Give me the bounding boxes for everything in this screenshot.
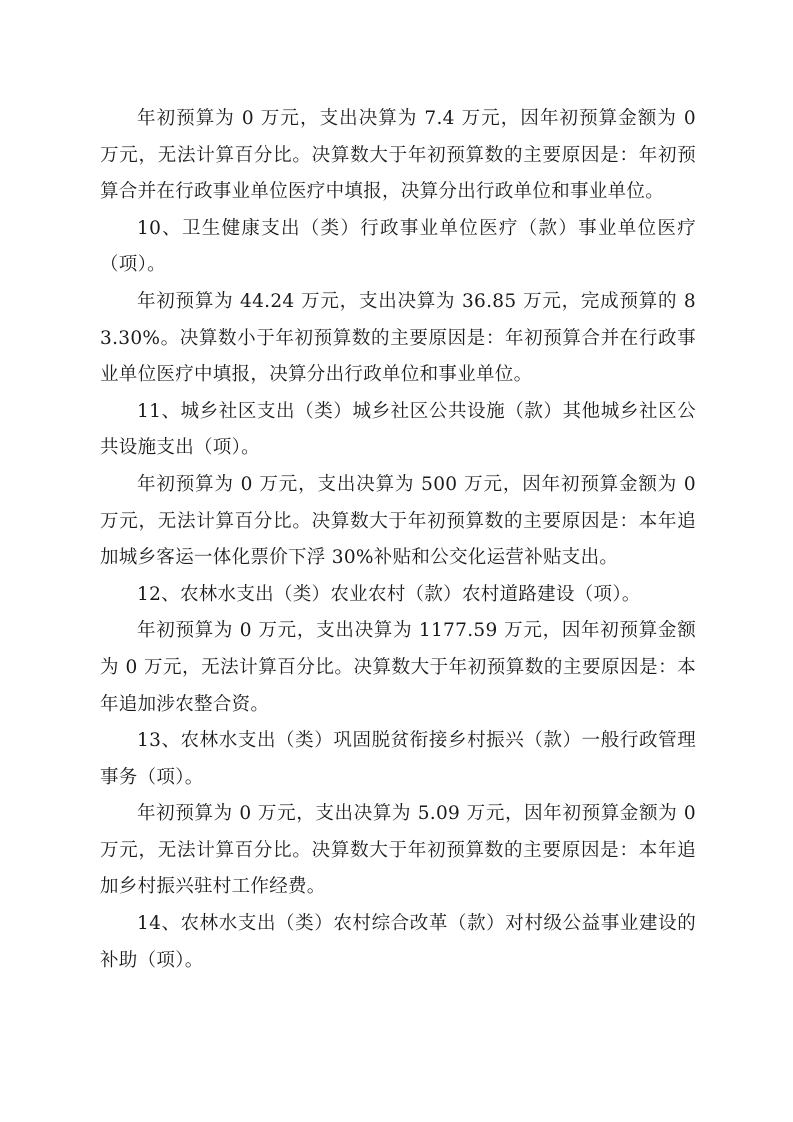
paragraph-item-14-heading: 14、农林水支出（类）农村综合改革（款）对村级公益事业建设的补助（项）。 [100,913,696,971]
paragraph-item-11-detail: 年初预算为 0 万元，支出决算为 500 万元，因年初预算金额为 0 万元，无法计算百分比。决算数大于年初预算数的主要原因是：本年追加城乡客运一体化票价下浮 30%补贴和公交化运营补贴支出。 [100,473,696,569]
document-body [100,101,696,979]
paragraph-item-13-heading: 13、农林水支出（类）巩固脱贫衔接乡村振兴（款）一般行政管理事务（项）。 [100,730,696,788]
paragraph-item-11-heading: 11、城乡社区支出（类）城乡社区公共设施（款）其他城乡社区公共设施支出（项）。 [100,400,696,459]
paragraph-item-10-detail: 年初预算为 44.24 万元，支出决算为 36.85 万元，完成预算的 83.30%。决算数小于年初预算数的主要原因是：年初预算合并在行政事业单位医疗中填报，决算分出行政单位和事业单位。 [100,290,696,386]
paragraph-item-10-heading: 10、卫生健康支出（类）行政事业单位医疗（款）事业单位医疗（项）。 [100,217,696,276]
paragraph-item-12-heading: 12、农林水支出（类）农业农村（款）农村道路建设（项）。 [137,583,641,605]
paragraph-item-12-detail: 年初预算为 0 万元，支出决算为 1177.59 万元，因年初预算金额为 0 万元，无法计算百分比。决算数大于年初预算数的主要原因是：本年追加涉农整合资。 [100,620,696,715]
paragraph-budget-item-9-detail: 年初预算为 0 万元，支出决算为 7.4 万元，因年初预算金额为 0 万元，无法计算百分比。决算数大于年初预算数的主要原因是：年初预算合并在行政事业单位医疗中填报，决算分出行政单位和事业单位。 [100,108,696,203]
paragraph-item-13-detail: 年初预算为 0 万元，支出决算为 5.09 万元，因年初预算金额为 0 万元，无法计算百分比。决算数大于年初预算数的主要原因是：本年追加乡村振兴驻村工作经费。 [100,803,696,898]
